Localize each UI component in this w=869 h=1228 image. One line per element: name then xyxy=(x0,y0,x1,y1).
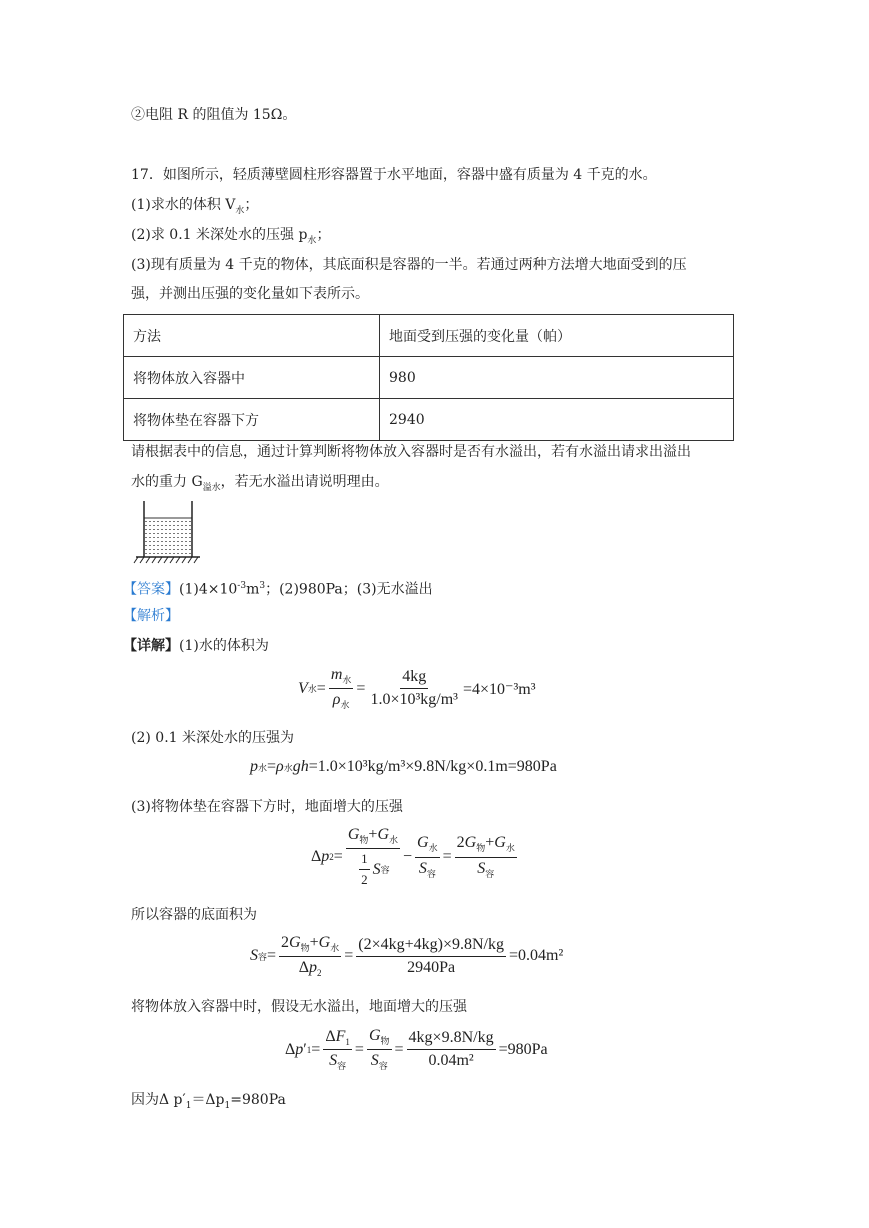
answer-unit-sup: 3 xyxy=(259,581,266,591)
p6-sub: 1 xyxy=(185,1100,192,1111)
ground-hatch xyxy=(134,557,198,563)
detail-part-6 xyxy=(131,1090,286,1116)
question-part-3-line1: (3)现有质量为 4 千克的物体，其底面积是容器的一半。若通过两种方法增大地面受到的压 xyxy=(131,257,687,273)
formula4-result: =0.04m² xyxy=(509,947,564,965)
detail-part-5: 将物体放入容器中时，假设无水溢出，地面增大的压强 xyxy=(131,999,467,1015)
formula-pressure: p 水 = ρ 水 gh =1.0×10³kg/m³×9.8N/kg×0.1m=980Pa xyxy=(250,758,557,775)
formula5-result: =980Pa xyxy=(498,1040,548,1058)
formula5-denominator: 0.04m² xyxy=(428,1052,474,1070)
table-cell: 2940 xyxy=(380,399,734,441)
formula-delta-p1: Δ p ′ 1 = $\frac{\Delta F_1}{S_容}$ = $\frac{G_物}{S_容}$ = $\frac{4kg\times 9.8N/kg}{\text{0.04m²}}$ =980Pa xyxy=(285,1027,548,1072)
question-instruction-line2 xyxy=(131,472,389,498)
table-cell: 将物体垫在容器下方 xyxy=(124,399,380,441)
table-header-row xyxy=(124,315,734,357)
q1-text: (1)求水的体积 V xyxy=(131,197,236,213)
formula1-numerator: 4kg xyxy=(400,668,428,689)
formula5-numerator: 4kg×9.8N/kg xyxy=(407,1029,496,1050)
q2-sub: 水 xyxy=(307,235,317,246)
formula1-denominator: 1.0×10³kg/m³ xyxy=(370,691,458,709)
analysis-label: 【解析】 xyxy=(123,608,179,624)
formula-area: S 容 = $\frac{2G_物+G_水}{\Delta p_2}$ = $\frac{(2\times 4kg+4kg)\times 9.8N/kg}{2940Pa}$ =0.04m² xyxy=(250,934,564,979)
answer-unit: m xyxy=(246,581,260,598)
formula4-denominator: 2940Pa xyxy=(407,958,456,976)
instruction-sub: 溢水 xyxy=(202,482,221,493)
detail-label: 【详解】 xyxy=(123,638,179,654)
half-denominator: 2 xyxy=(361,872,368,888)
table-row xyxy=(124,399,734,441)
q1-sub: 水 xyxy=(235,205,245,216)
p6-sub2: 1 xyxy=(224,1100,231,1111)
instruction-suffix: ，若无水溢出请说明理由。 xyxy=(220,474,389,490)
question-stem: 17．如图所示，轻质薄壁圆柱形容器置于水平地面，容器中盛有质量为 4 千克的水。 xyxy=(131,167,657,183)
question-part-2 xyxy=(131,225,330,251)
formula1-result: =4×10⁻³m³ xyxy=(462,680,536,698)
table-cell: 980 xyxy=(380,357,734,399)
formula2-rest: =1.0×10³kg/m³×9.8N/kg×0.1m=980Pa xyxy=(308,758,557,775)
p6-end: =980Pa xyxy=(230,1092,286,1108)
table-cell: 将物体放入容器中 xyxy=(124,357,380,399)
answer-line xyxy=(123,576,433,600)
previous-answer-line: ②电阻 R 的阻值为 15Ω。 xyxy=(131,107,297,123)
answer-text: (1)4×10 xyxy=(179,581,238,598)
p6-text: 因为Δ p′ xyxy=(131,1092,186,1108)
q2-text: (2)求 0.1 米深处水的压强 p xyxy=(131,227,308,243)
q2-suffix: ； xyxy=(316,227,331,243)
container-diagram xyxy=(128,500,208,566)
table-header-cell: 方法 xyxy=(124,315,380,357)
answer-text-2: ；(2)980Pa；(3)无水溢出 xyxy=(265,581,433,598)
detail-line xyxy=(123,636,269,656)
detail-text: (1)水的体积为 xyxy=(179,638,269,654)
question-part-1 xyxy=(131,195,258,221)
table-header-cell: 地面受到压强的变化量（帕） xyxy=(380,315,734,357)
half-numerator: 1 xyxy=(359,851,370,870)
detail-part-4: 所以容器的底面积为 xyxy=(131,907,257,923)
q1-suffix: ； xyxy=(244,197,259,213)
table-row xyxy=(124,357,734,399)
instruction-text: 水的重力 G xyxy=(131,474,203,490)
answer-sup: -3 xyxy=(237,581,247,591)
water-fill xyxy=(144,518,192,557)
question-part-3-line2: 强，并测出压强的变化量如下表所示。 xyxy=(131,286,369,302)
data-table xyxy=(123,314,734,441)
detail-part-2: (2) 0.1 米深处水的压强为 xyxy=(131,730,294,746)
question-instruction-line1: 请根据表中的信息，通过计算判断将物体放入容器时是否有水溢出，若有水溢出请求出溢出 xyxy=(131,444,691,460)
p6-mid: ＝Δp xyxy=(191,1092,225,1108)
formula-delta-p2: Δ p 2 = $G_物+G_水$ $\frac{1}{2}$ S 容 − $\frac{G_水}{S_容}$ = $\frac{2G_物+G_水}{S_容}$ xyxy=(311,826,515,888)
formula-volume: V 水 = $\frac{m_水}{\rho_水}$ = $\frac{4kg}{\text{1.0×10³kg/m³}}$ =4×10⁻³m³ xyxy=(298,666,536,711)
detail-part-3: (3)将物体垫在容器下方时，地面增大的压强 xyxy=(131,799,403,815)
answer-label: 【答案】 xyxy=(123,581,179,598)
formula4-numerator: (2×4kg+4kg)×9.8N/kg xyxy=(356,936,506,957)
